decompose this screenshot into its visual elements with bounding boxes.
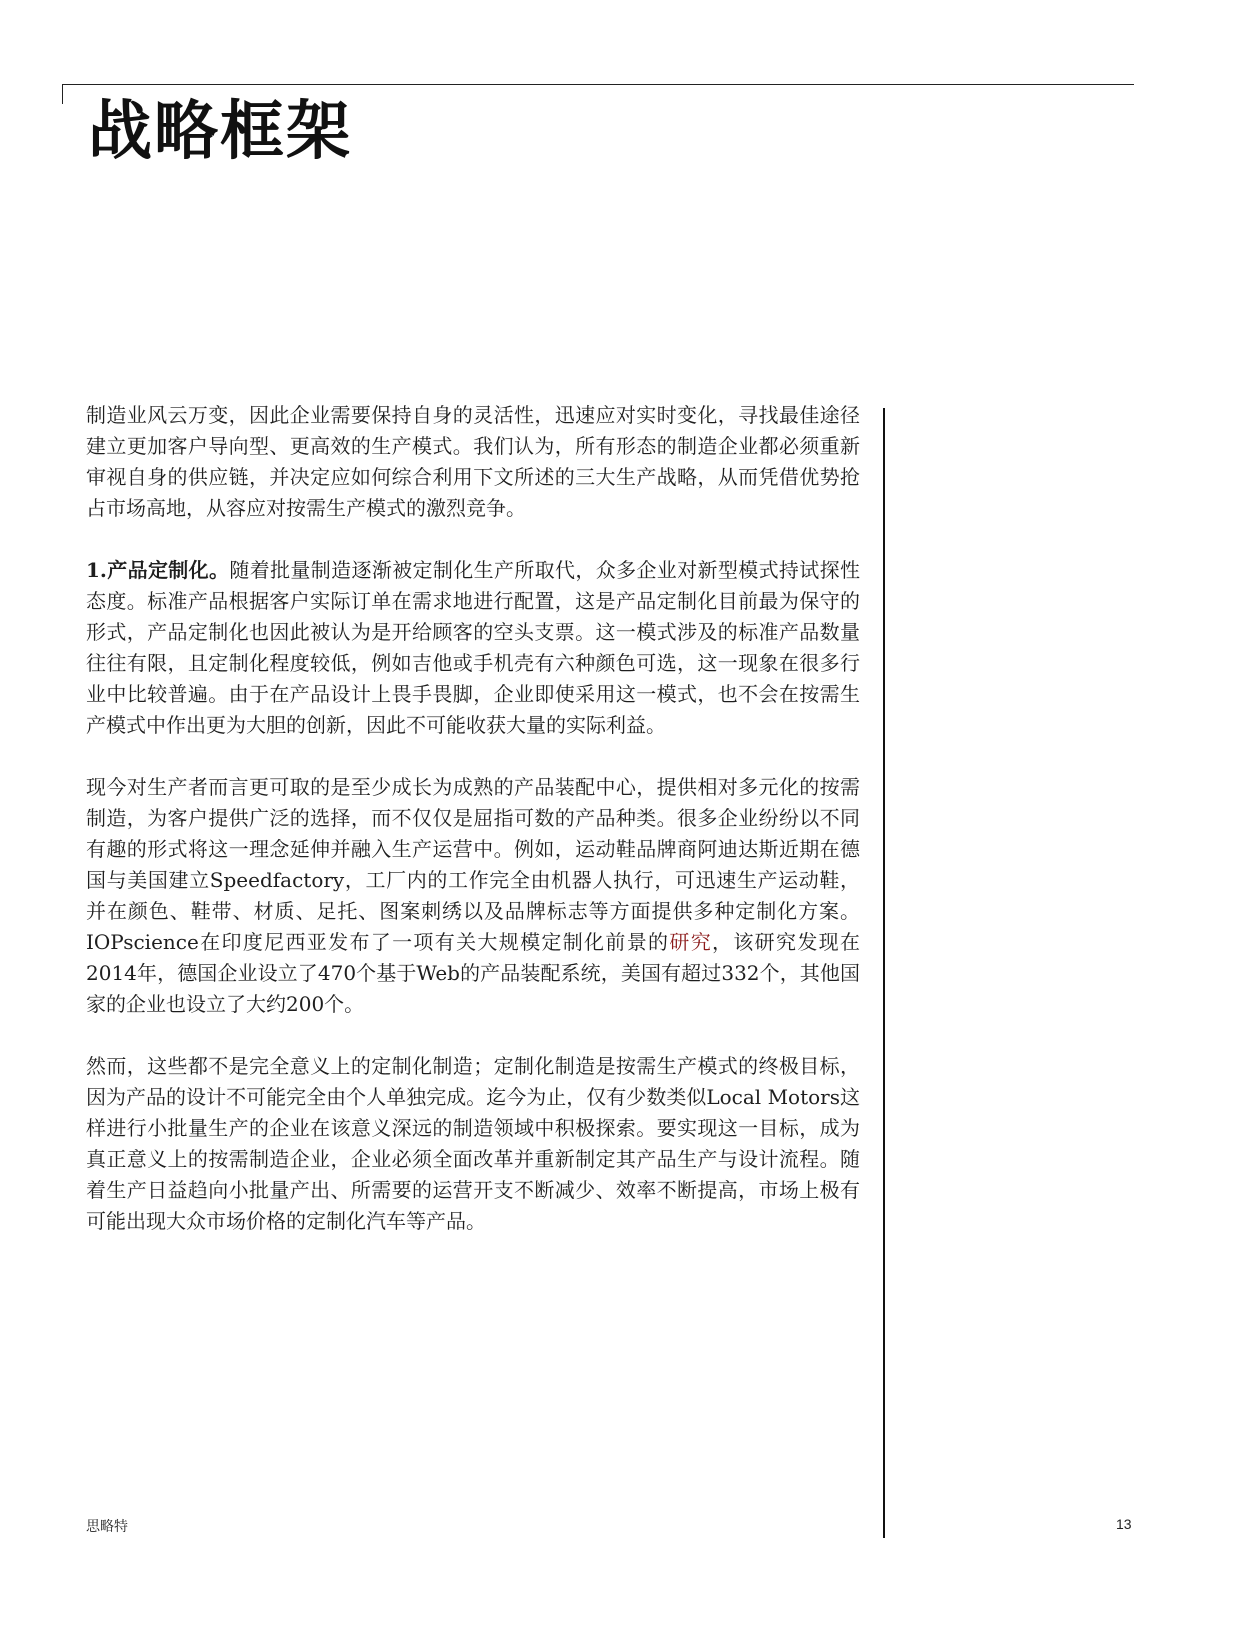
paragraph-text-before-link: 现今对生产者而言更可取的是至少成长为成熟的产品装配中心，提供相对多元化的按需制造，为客户提供广泛的选择，而不仅仅是屈指可数的产品种类。很多企业纷纷以不同有趣的形式将这一理念延伸并融入生产运营中。例如，运动鞋品牌商阿迪达斯近期在德国与美国建立Speedfactory，工厂内的工作完全由机器人执行，可迅速生产运动鞋，并在颜色、鞋带、材质、足托、图案刺绣以及品牌标志等方面提供多种定制化方案。IOPscience在印度尼西亚发布了一项有关大规模定制化前景的 xyxy=(86,775,860,954)
paragraph-product-customization xyxy=(86,555,860,741)
vertical-rule xyxy=(883,408,885,1538)
page-title: 战略框架 xyxy=(88,94,352,169)
paragraph-assembly-center xyxy=(86,772,860,1020)
paragraph-text-after-link: ，该研究发现在2014年，德国企业设立了470个基于Web的产品装配系统，美国有超过332个，其他国家的企业也设立了大约200个。 xyxy=(86,930,860,1016)
paragraph-text: 随着批量制造逐渐被定制化生产所取代，众多企业对新型模式持试探性态度。标准产品根据客户实际订单在需求地进行配置，这是产品定制化目前最为保守的形式，产品定制化也因此被认为是开给顾客的空头支票。这一模式涉及的标准产品数量往往有限，且定制化程度较低，例如吉他或手机壳有六种颜色可选，这一现象在很多行业中比较普遍。由于在产品设计上畏手畏脚，企业即使采用这一模式，也不会在按需生产模式中作出更为大胆的创新，因此不可能收获大量的实际利益。 xyxy=(86,558,860,737)
article-body xyxy=(86,400,860,1268)
top-rule xyxy=(62,84,1134,85)
corner-tick xyxy=(62,84,63,104)
footer-brand: 思略特 xyxy=(86,1519,128,1535)
page-number: 13 xyxy=(1116,1516,1132,1532)
section-lead: 1.产品定制化。 xyxy=(86,558,230,582)
paragraph-intro: 制造业风云万变，因此企业需要保持自身的灵活性，迅速应对实时变化，寻找最佳途径建立更加客户导向型、更高效的生产模式。我们认为，所有形态的制造企业都必须重新审视自身的供应链，并决定应如何综合利用下文所述的三大生产战略，从而凭借优势抢占市场高地，从容应对按需生产模式的激烈竞争。 xyxy=(86,403,860,520)
paragraph-full-customization: 然而，这些都不是完全意义上的定制化制造；定制化制造是按需生产模式的终极目标，因为产品的设计不可能完全由个人单独完成。迄今为止，仅有少数类似Local Motors这样进行小批量生产的企业在该意义深远的制造领域中积极探索。要实现这一目标，成为真正意义上的按需制造企业，企业必须全面改革并重新制定其产品生产与设计流程。随着生产日益趋向小批量产出、所需要的运营开支不断减少、效率不断提高，市场上极有可能出现大众市场价格的定制化汽车等产品。 xyxy=(86,1054,860,1233)
research-link[interactable]: 研究 xyxy=(669,930,713,954)
